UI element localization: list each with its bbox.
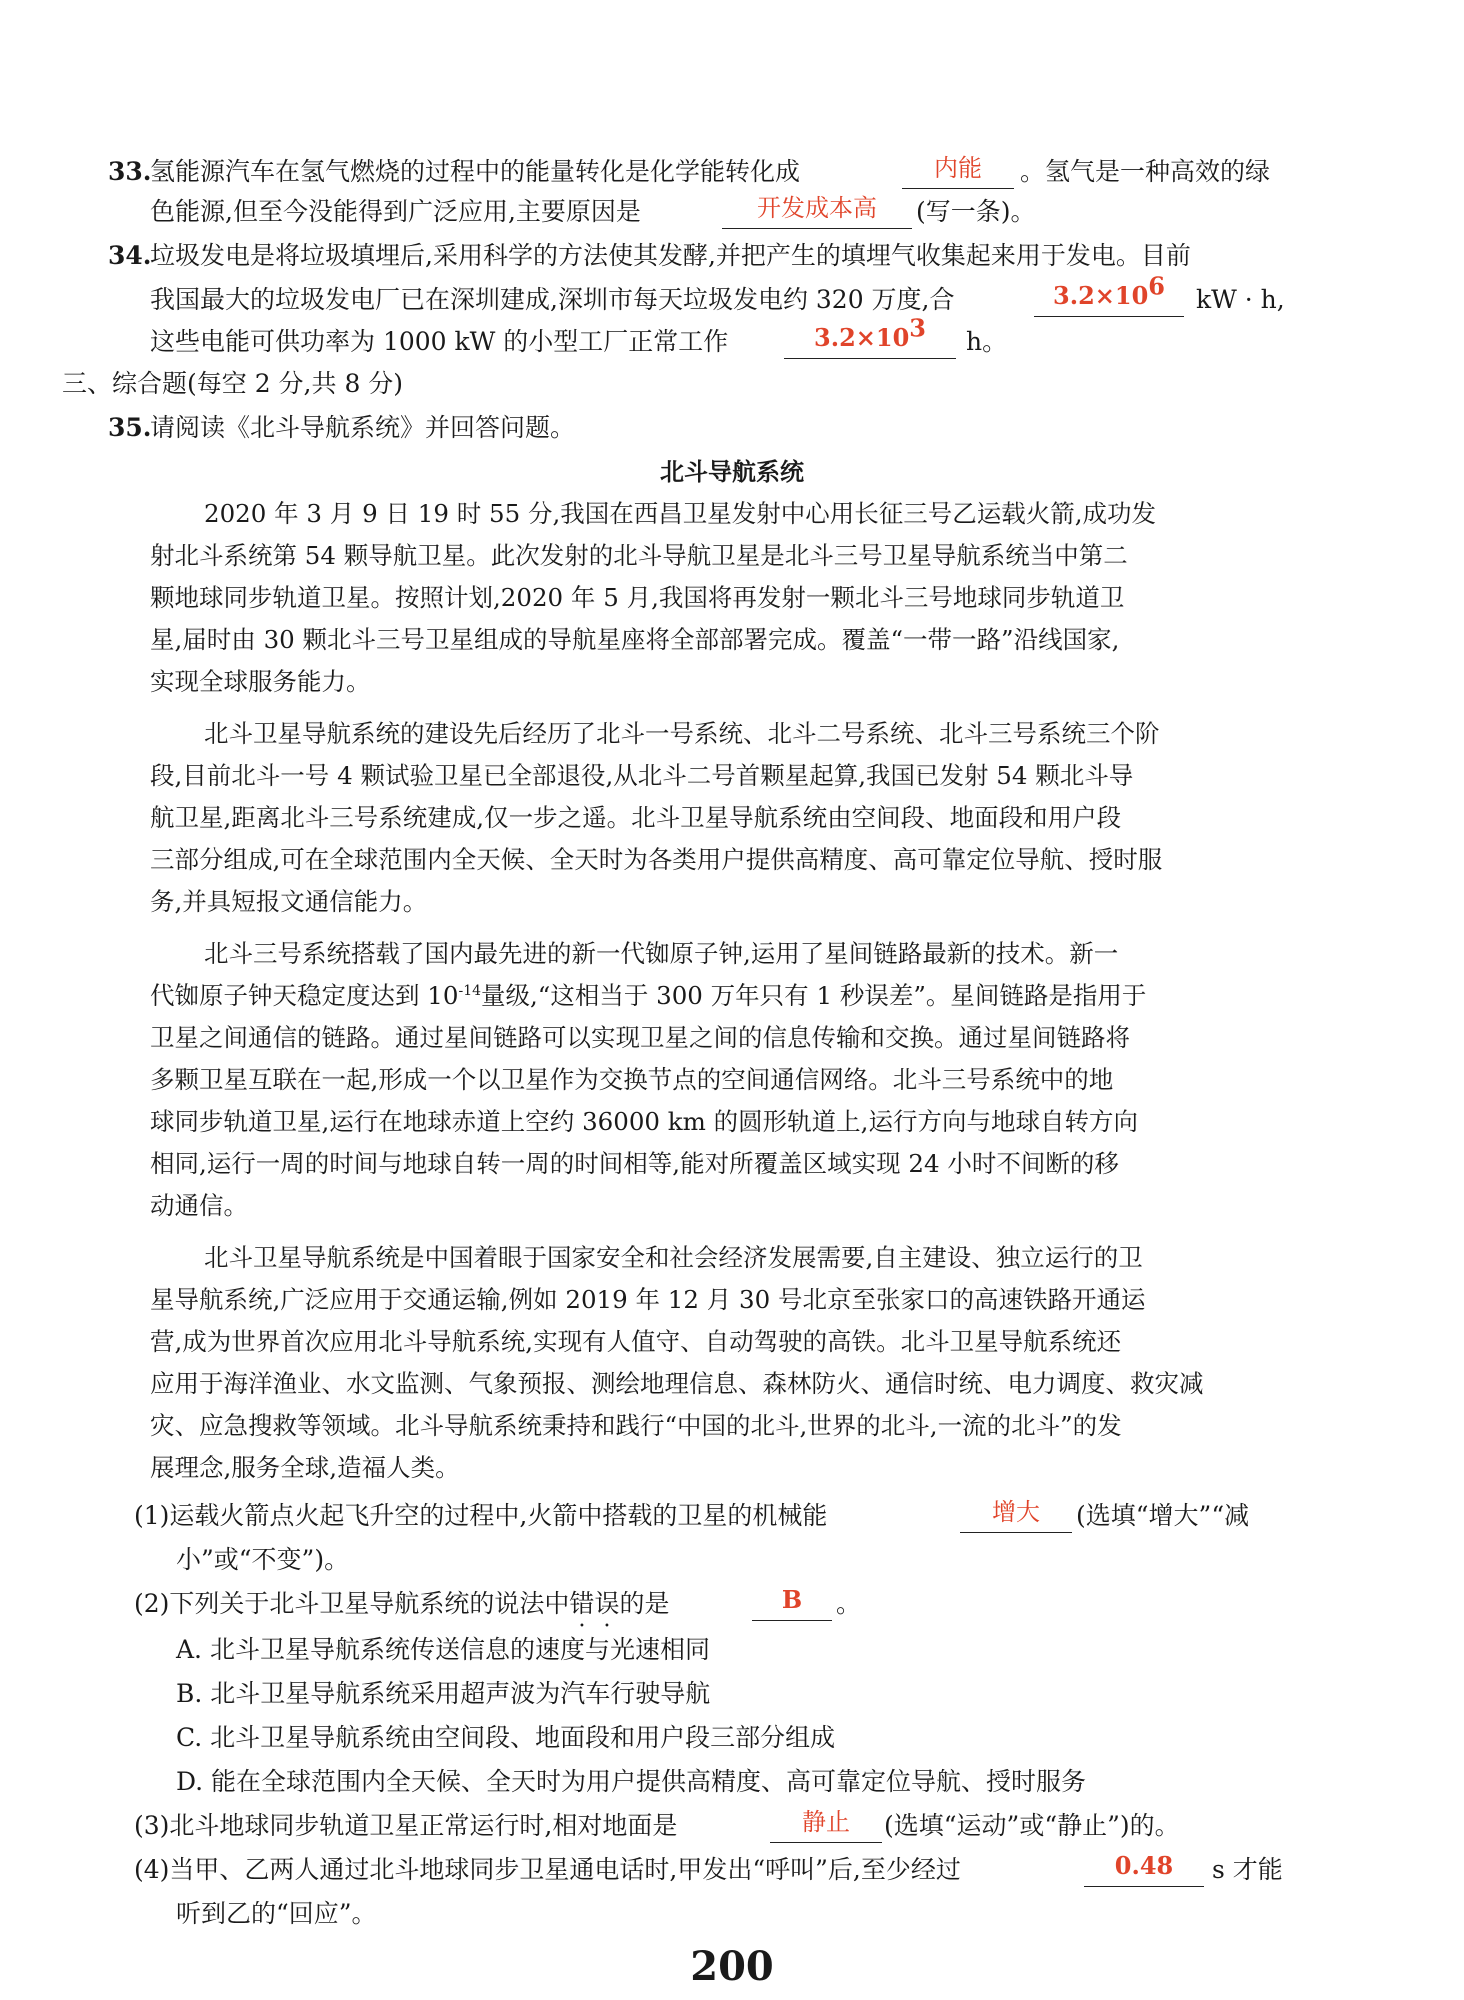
q33-line-2 [0,190,1464,234]
para1-line [0,618,1464,662]
q34-line-3 [0,313,1464,364]
q34-number: 34. [108,241,152,270]
q34-answer-2-base: 3.2×10 [814,323,910,352]
para3-text-2: 卫星之间通信的链路。通过星间链路可以实现卫星之间的信息传输和交换。通过星间链路将 [150,1023,1130,1052]
section3-heading-line [0,362,1464,406]
para4-line [0,1404,1464,1448]
sub3-text-a: (3)北斗地球同步轨道卫星正常运行时,相对地面是 [134,1811,678,1840]
sub2-option-b: B. 北斗卫星导航系统采用超声波为汽车行驶导航 [176,1679,711,1708]
para3-text-0: 北斗三号系统搭载了国内最先进的新一代铷原子钟,运用了星间链路最新的技术。新一 [204,939,1119,968]
para3-line [0,1100,1464,1144]
q33-text-1b: 。氢气是一种高效的绿 [1020,157,1271,186]
para1-text-0: 2020 年 3 月 9 日 19 时 55 分,我国在西昌卫星发射中心用长征三号乙运载火箭,成功发 [204,499,1157,528]
para3-text-1 [150,974,1146,1018]
q33-answer-1-text: 内能 [934,154,982,182]
sub3-line [0,1804,1464,1848]
q33-answer-2 [722,190,912,229]
para3-text-4: 球同步轨道卫星,运行在地球赤道上空约 36000 km 的圆形轨道上,运行方向与地球自转方向 [150,1107,1138,1136]
sub1-answer [960,1494,1072,1533]
q34-text-3b: h。 [966,327,1008,356]
q35-number: 35. [108,413,152,442]
q34-line-1 [0,234,1464,278]
q34-text-2a: 我国最大的垃圾发电厂已在深圳建成,深圳市每天垃圾发电约 320 万度,合 [150,285,955,314]
sub2-answer-text: B [781,1585,803,1614]
q34-answer-2 [784,313,956,359]
sub1-line-2 [0,1538,1464,1582]
para3-line [0,1184,1464,1228]
para3-exponent: -14 [458,982,482,999]
sub3-answer [770,1804,882,1843]
para3-text-1a: 代铷原子钟天稳定度达到 10 [150,981,459,1010]
para3-line [0,1142,1464,1186]
sub2-option [0,1628,1464,1672]
para2-text-3: 三部分组成,可在全球范围内全天候、全天时为各类用户提供高精度、高可靠定位导航、授时服 [150,845,1163,874]
para4-line [0,1446,1464,1490]
sub2-stem [134,1582,669,1626]
sub2-stem-b: 的是 [619,1589,670,1618]
article-title: 北斗导航系统 [660,458,804,486]
para4-line [0,1320,1464,1364]
sub2-emphasis-2: 误 [594,1589,620,1618]
para3-text-1b: 量级,“这相当于 300 万年只有 1 秒误差”。星间链路是指用于 [481,981,1147,1010]
sub4-line-2 [0,1892,1464,1936]
para2-line [0,712,1464,756]
para4-text-3: 应用于海洋渔业、水文监测、气象预报、测绘地理信息、森林防火、通信时统、电力调度、救灾减 [150,1369,1204,1398]
q35-intro: 请阅读《北斗导航系统》并回答问题。 [150,413,576,442]
q33-text-1a: 氢能源汽车在氢气燃烧的过程中的能量转化是化学能转化成 [150,157,801,186]
sub3-answer-text: 静止 [802,1808,850,1836]
para1-line [0,492,1464,536]
q34-text-1: 垃圾发电是将垃圾填埋后,采用科学的方法使其发酵,并把产生的填埋气收集起来用于发电。目前 [150,241,1191,270]
para1-text-2: 颗地球同步轨道卫星。按照计划,2020 年 5 月,我国将再发射一颗北斗三号地球同步轨道卫 [150,583,1125,612]
sub1-line-1 [0,1494,1464,1538]
q33-number: 33. [108,157,152,186]
para1-line [0,534,1464,578]
sub2-option [0,1716,1464,1760]
sub4-text-2: 听到乙的“回应”。 [176,1899,377,1928]
sub1-text-1a: (1)运载火箭点火起飞升空的过程中,火箭中搭载的卫星的机械能 [134,1501,828,1530]
sub2-stem-a: (2)下列关于北斗卫星导航系统的说法中 [134,1589,570,1618]
q34-text-2b: kW · h, [1196,285,1285,314]
sub2-option-c: C. 北斗卫星导航系统由空间段、地面段和用户段三部分组成 [176,1723,836,1752]
q33-line-1 [0,150,1464,194]
sub4-text-1a: (4)当甲、乙两人通过北斗地球同步卫星通电话时,甲发出“呼叫”后,至少经过 [134,1855,961,1884]
sub2-answer [752,1582,832,1621]
para4-line [0,1236,1464,1280]
para3-line [0,1016,1464,1060]
para3-text-3: 多颗卫星互联在一起,形成一个以卫星作为交换节点的空间通信网络。北斗三号系统中的地 [150,1065,1114,1094]
para3-line [0,1058,1464,1102]
sub4-answer-text: 0.48 [1114,1851,1174,1880]
para2-line [0,880,1464,924]
para3-line [0,974,1464,1018]
para2-text-0: 北斗卫星导航系统的建设先后经历了北斗一号系统、北斗二号系统、北斗三号系统三个阶 [204,719,1160,748]
para4-text-5: 展理念,服务全球,造福人类。 [150,1453,460,1482]
para2-line [0,796,1464,840]
q34-answer-1 [1034,271,1184,317]
para3-text-5: 相同,运行一周的时间与地球自转一周的时间相等,能对所覆盖区域实现 24 小时不间断的移 [150,1149,1119,1178]
sub3-text-b: (选填“运动”或“静止”)的。 [884,1811,1180,1840]
sub4-line-1 [0,1848,1464,1892]
para1-text-3: 星,届时由 30 颗北斗三号卫星组成的导航星座将全部部署完成。覆盖“一带一路”沿线国家, [150,625,1120,654]
page-number: 200 [690,1943,774,1990]
q33-answer-1 [902,150,1014,189]
para2-text-4: 务,并具短报文通信能力。 [150,887,428,916]
q34-text-3a: 这些电能可供功率为 1000 kW 的小型工厂正常工作 [150,327,729,356]
sub4-answer [1084,1848,1204,1887]
sub1-text-1b: (选填“增大”“减 [1076,1501,1250,1530]
para1-text-1: 射北斗系统第 54 颗导航卫星。此次发射的北斗导航卫星是北斗三号卫星导航系统当中第二 [150,541,1128,570]
para2-text-2: 航卫星,距离北斗三号系统建成,仅一步之遥。北斗卫星导航系统由空间段、地面段和用户段 [150,803,1122,832]
para4-line [0,1278,1464,1322]
para1-line [0,660,1464,704]
q34-answer-2-exp: 3 [909,313,926,343]
sub2-option-d: D. 能在全球范围内全天候、全天时为用户提供高精度、高可靠定位导航、授时服务 [176,1767,1087,1796]
para4-line [0,1362,1464,1406]
q34-answer-1-base: 3.2×10 [1053,281,1149,310]
sub2-option [0,1760,1464,1804]
q33-text-2b: (写一条)。 [916,197,1036,226]
sub2-emphasis-1: 错 [569,1589,595,1618]
sub1-text-2: 小”或“不变”)。 [176,1545,350,1574]
para3-line [0,932,1464,976]
para4-text-4: 灾、应急搜救等领域。北斗导航系统秉持和践行“中国的北斗,世界的北斗,一流的北斗”的发 [150,1411,1122,1440]
para2-line [0,754,1464,798]
q35-intro-line [0,406,1464,450]
section3-heading: 三、综合题(每空 2 分,共 8 分) [62,369,404,398]
para2-text-1: 段,目前北斗一号 4 颗试验卫星已全部退役,从北斗二号首颗星起算,我国已发射 54 颗北斗导 [150,761,1134,790]
q34-line-2 [0,271,1464,322]
q34-answer-1-exp: 6 [1148,271,1165,301]
sub2-option-a: A. 北斗卫星导航系统传送信息的速度与光速相同 [176,1635,710,1664]
para2-line [0,838,1464,882]
para1-text-4: 实现全球服务能力。 [150,667,371,696]
q33-text-2a: 色能源,但至今没能得到广泛应用,主要原因是 [150,197,641,226]
para4-text-1: 星导航系统,广泛应用于交通运输,例如 2019 年 12 月 30 号北京至张家口的高速铁路开通运 [150,1285,1146,1314]
sub1-answer-text: 增大 [992,1498,1040,1526]
para3-text-6: 动通信。 [150,1191,248,1220]
sub2-stem-c: 。 [836,1589,862,1618]
sub4-text-1b: s 才能 [1212,1855,1283,1884]
q33-answer-2-text: 开发成本高 [757,194,877,222]
para1-line [0,576,1464,620]
sub2-stem-line [0,1582,1464,1626]
para4-text-2: 营,成为世界首次应用北斗导航系统,实现有人值守、自动驾驶的高铁。北斗卫星导航系统还 [150,1327,1122,1356]
para4-text-0: 北斗卫星导航系统是中国着眼于国家安全和社会经济发展需要,自主建设、独立运行的卫 [204,1243,1143,1272]
sub2-option [0,1672,1464,1716]
